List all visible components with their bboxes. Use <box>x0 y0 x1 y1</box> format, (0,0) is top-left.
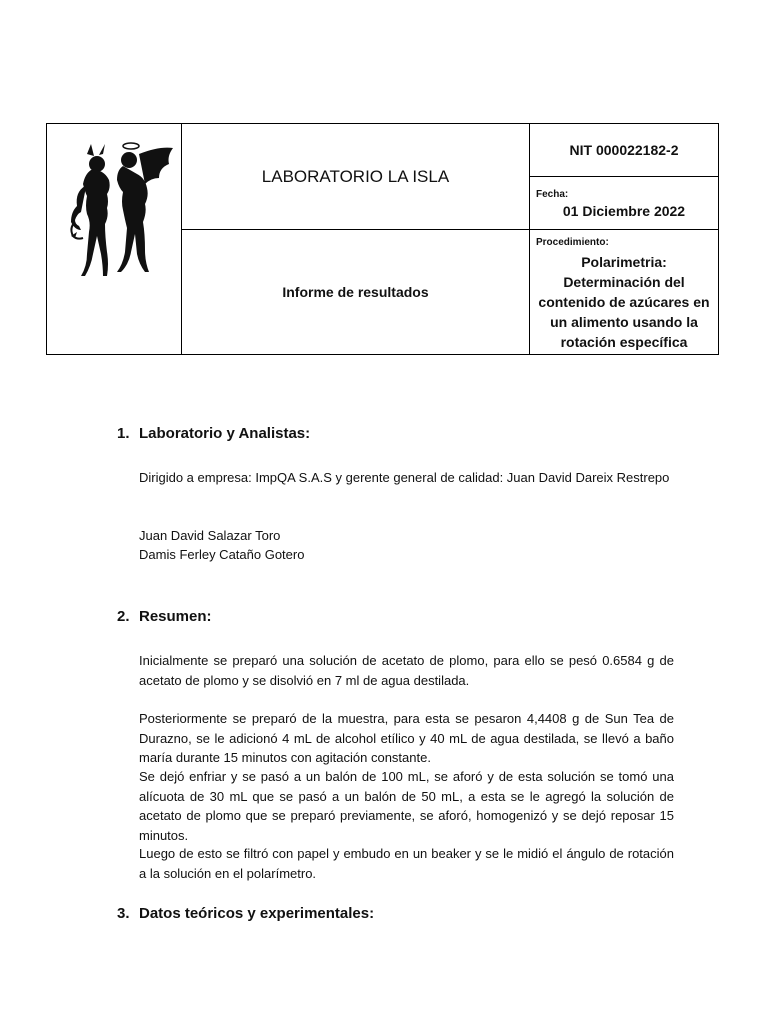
lab-name-cell <box>182 124 530 230</box>
resumen-paragraph: Inicialmente se preparó una solución de acetato de plomo, para ello se pesó 0.6584 g de acetato de plomo y se disolvió en 7 ml de agua destilada. <box>139 653 674 688</box>
section-2-heading <box>117 608 212 625</box>
section-number: 3. <box>117 905 130 922</box>
nit-value: NIT 000022182-2 <box>569 142 679 158</box>
header-table <box>46 123 719 355</box>
section-3-heading <box>117 905 374 922</box>
fecha-value: 01 Diciembre 2022 <box>562 203 686 219</box>
section-title: Datos teóricos y experimentales: <box>139 905 375 922</box>
fecha-label: Fecha: <box>536 189 569 200</box>
procedimiento-label: Procedimiento: <box>536 237 609 248</box>
fecha-cell <box>530 177 718 230</box>
procedimiento-cell <box>530 230 718 354</box>
procedimiento-value: Polarimetria: Determinación del contenido de azúcares en un alimento usando la rotación específica <box>538 254 710 350</box>
section-number: 2. <box>117 608 130 625</box>
report-title-cell <box>182 230 530 354</box>
section-number: 1. <box>117 425 130 442</box>
report-title: Informe de resultados <box>282 284 429 300</box>
section-title: Laboratorio y Analistas: <box>139 425 311 442</box>
section-1-heading <box>117 425 310 442</box>
section-title: Resumen: <box>139 608 212 625</box>
resumen-paragraph: Posteriormente se preparó de la muestra, para esta se pesaron 4,4408 g de Sun Tea de Durazno, se le adicionó 4 mL de alcohol etílico y 40 mL de agua destilada, se llevó a baño maría durante 15 minutos con agitación constante. <box>139 711 674 765</box>
lab-name: LABORATORIO LA ISLA <box>261 166 450 186</box>
resumen-paragraph: Se dejó enfriar y se pasó a un balón de 100 mL, se aforó y de esta solución se tomó una alícuota de 30 mL que se pasó a un balón de 50 mL, a esta se le agregó la solución de acetato de plomo que se preparó previamente, se aforó, homogenizó y se dejó reposar 15 minutos. <box>139 769 674 843</box>
dirigido-paragraph: Dirigido a empresa: ImpQA S.A.S y gerente general de calidad: Juan David Dareix Restrepo <box>139 470 670 485</box>
resumen-paragraph: Luego de esto se filtró con papel y embudo en un beaker y se le midió el ángulo de rotación a la solución en el polarímetro. <box>139 846 674 881</box>
logo-cell <box>47 124 182 354</box>
analyst-name: Juan David Salazar Toro <box>139 528 281 543</box>
analyst-name: Damis Ferley Cataño Gotero <box>139 547 305 562</box>
nit-cell <box>530 124 718 177</box>
angel-devil-silhouettes-icon <box>47 124 182 354</box>
